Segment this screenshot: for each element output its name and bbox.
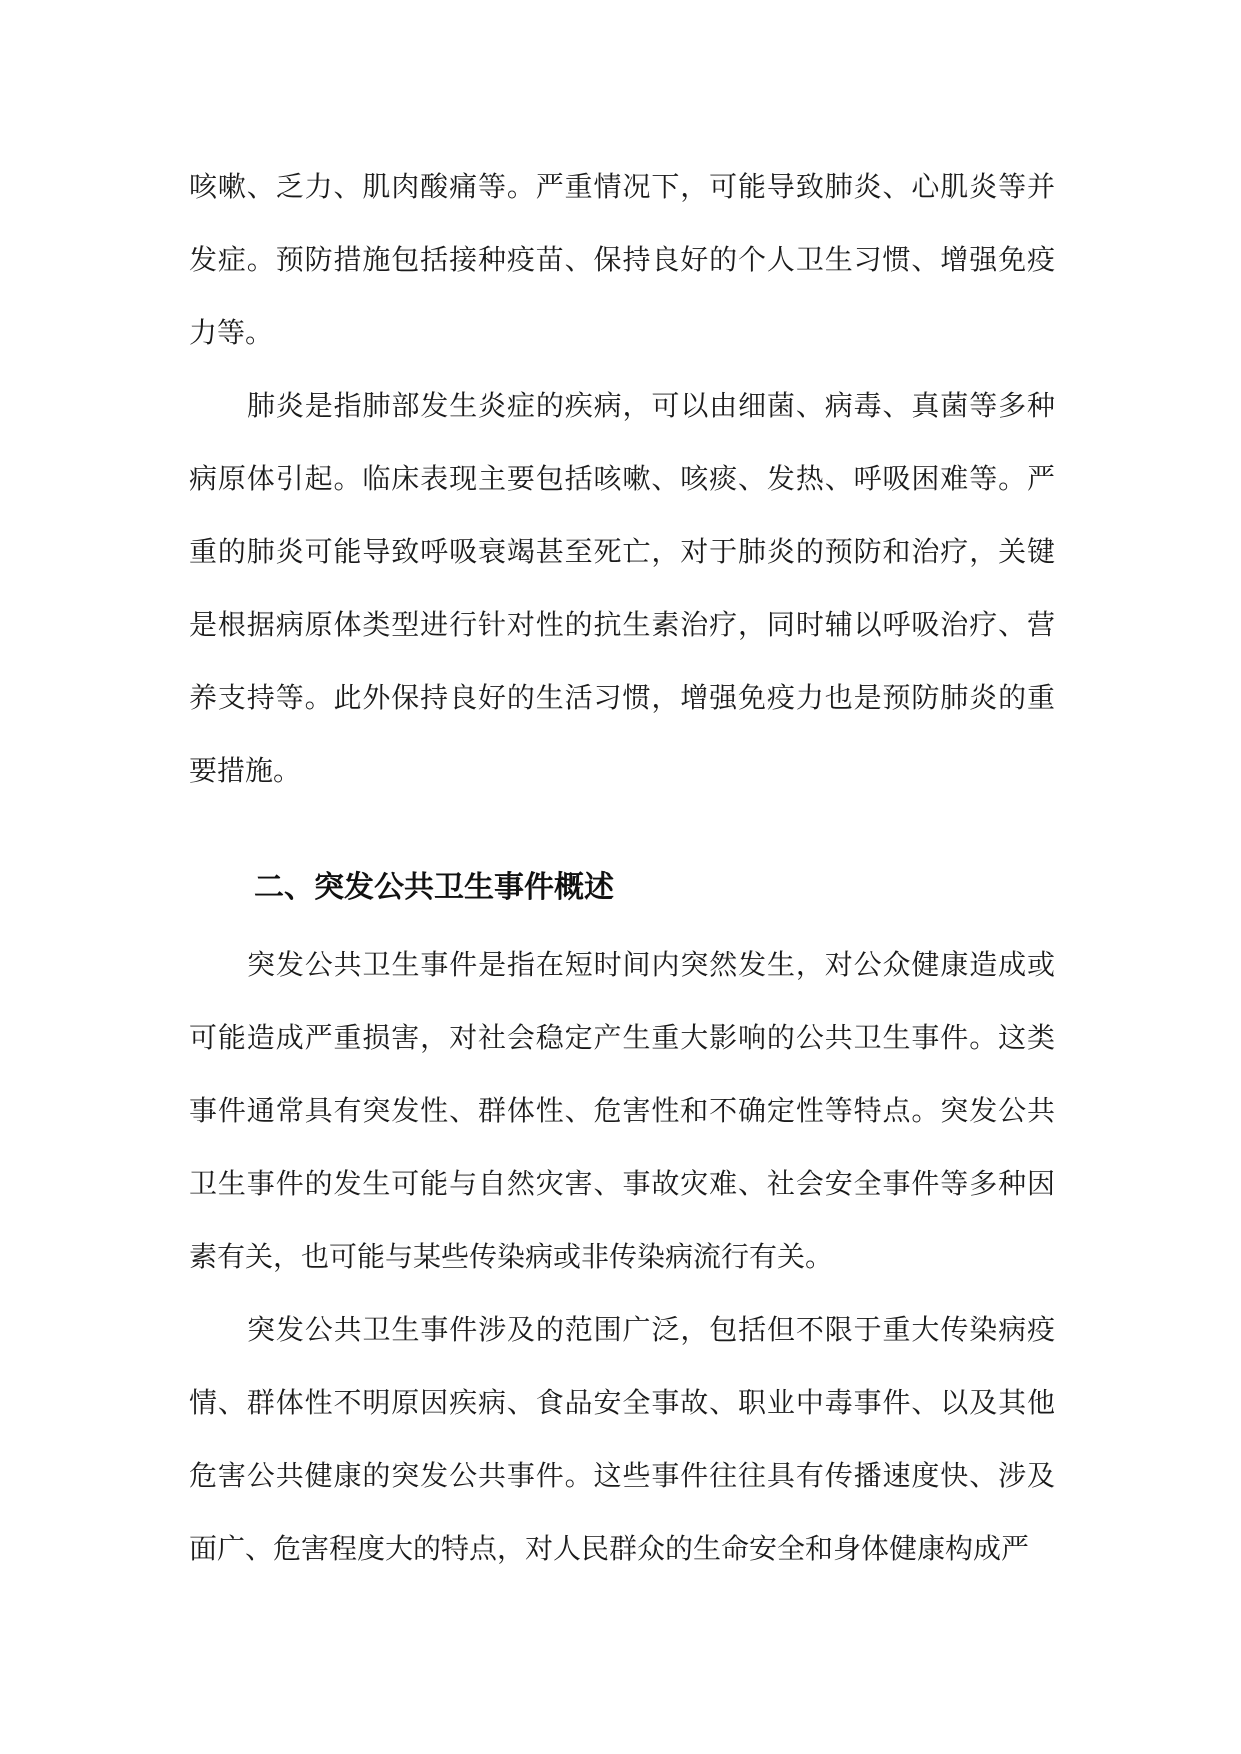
document-body — [189, 150, 1055, 1585]
section-heading: 二、突发公共卫生事件概述 — [254, 870, 614, 905]
paragraph-public-health-definition: 突发公共卫生事件是指在短时间内突然发生，对公众健康造成或可能造成严重损害，对社会稳定产生重大影响的公共卫生事件。这类事件通常具有突发性、群体性、危害性和不确定性等特点。突发公共卫生事件的发生可能与自然灾害、事故灾难、社会安全事件等多种因素有关，也可能与某些传染病或非传染病流行有关。 — [189, 948, 1055, 1273]
paragraph-public-health-scope: 突发公共卫生事件涉及的范围广泛，包括但不限于重大传染病疫情、群体性不明原因疾病、食品安全事故、职业中毒事件、以及其他危害公共健康的突发公共事件。这些事件往往具有传播速度快、涉及面广、危害程度大的特点，对人民群众的生命安全和身体健康构成严 — [189, 1313, 1055, 1565]
paragraph-pneumonia: 肺炎是指肺部发生炎症的疾病，可以由细菌、病毒、真菌等多种病原体引起。临床表现主要包括咳嗽、咳痰、发热、呼吸困难等。严重的肺炎可能导致呼吸衰竭甚至死亡，对于肺炎的预防和治疗，关键是根据病原体类型进行针对性的抗生素治疗，同时辅以呼吸治疗、营养支持等。此外保持良好的生活习惯，增强免疫力也是预防肺炎的重要措施。 — [189, 389, 1055, 787]
paragraph-continued-symptoms: 咳嗽、乏力、肌肉酸痛等。严重情况下，可能导致肺炎、心肌炎等并发症。预防措施包括接种疫苗、保持良好的个人卫生习惯、增强免疫力等。 — [189, 170, 1055, 349]
